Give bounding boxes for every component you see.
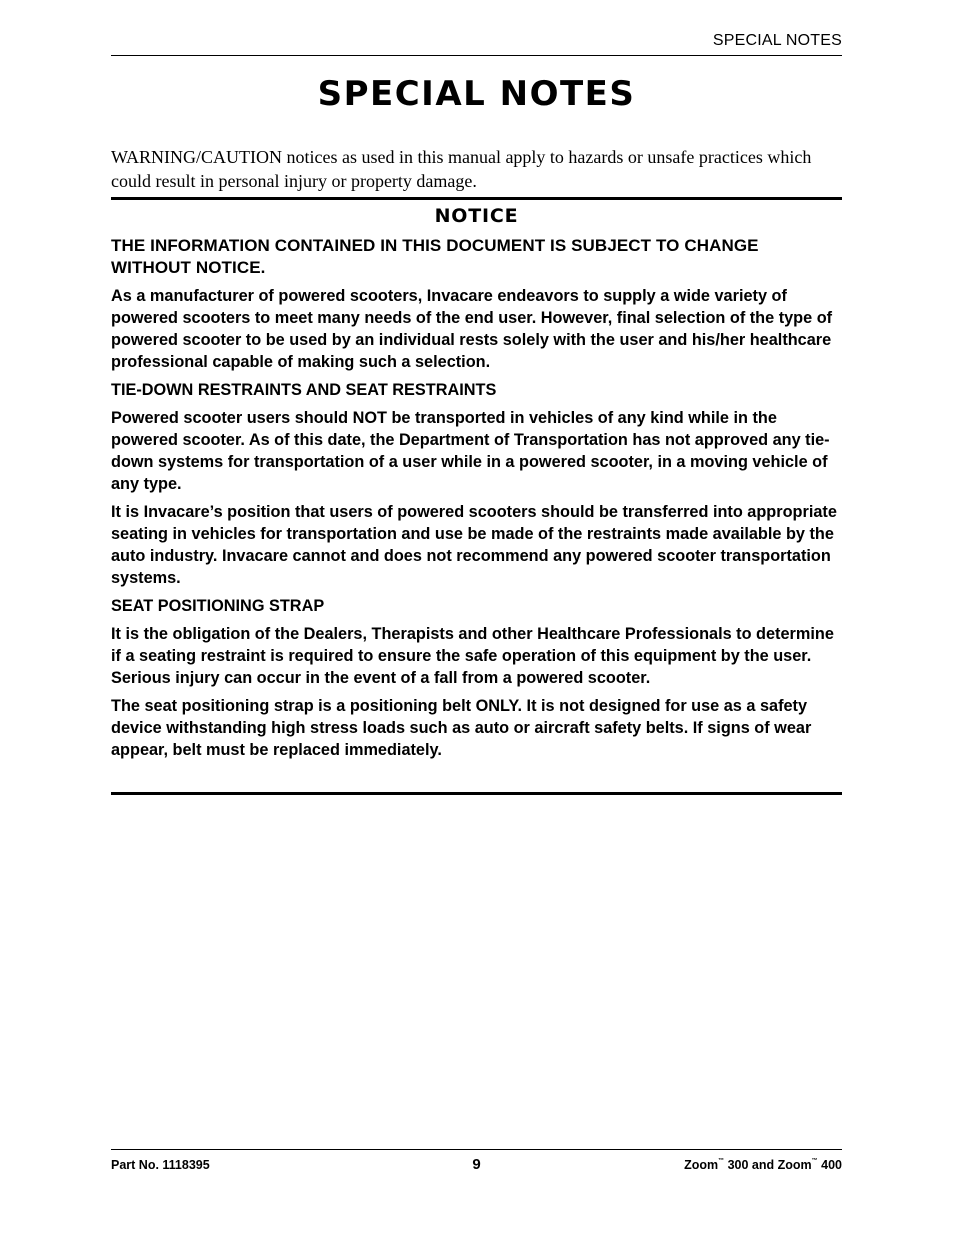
part-number: Part No. 1118395 bbox=[111, 1158, 210, 1172]
strap-heading: SEAT POSITIONING STRAP bbox=[111, 597, 325, 615]
tiedown-emphasis: NOT bbox=[352, 409, 387, 427]
model-end: 400 bbox=[817, 1158, 842, 1172]
tiedown-paragraph-2: It is Invacare’s position that users of powered scooters should be transferred into appropriate seating in vehicles for transportation and use be made of the restraints made available by the auto industry. Invacare cannot and does not recommend any powered scooter transportation systems. bbox=[111, 503, 837, 587]
notice-title: NOTICE bbox=[434, 205, 519, 227]
model-name bbox=[684, 1158, 842, 1172]
notice-block bbox=[111, 205, 842, 767]
strap-paragraph-2 bbox=[111, 695, 842, 761]
strap-text-a: The seat positioning strap is a positioning belt bbox=[111, 697, 476, 715]
tiedown-paragraph-1 bbox=[111, 407, 842, 495]
strap-emphasis: ONLY bbox=[475, 697, 518, 715]
model-a: Zoom bbox=[684, 1158, 719, 1172]
tiedown-text-a: Powered scooter users should bbox=[111, 409, 353, 427]
notice-top-rule bbox=[111, 197, 842, 200]
page-title: SPECIAL NOTES bbox=[317, 74, 636, 114]
trademark-mark-2: ™ bbox=[811, 1157, 818, 1164]
header-rule bbox=[111, 55, 842, 56]
page-number: 9 bbox=[472, 1156, 481, 1173]
manual-page bbox=[111, 0, 842, 1235]
notice-heading: THE INFORMATION CONTAINED IN THIS DOCUMENT IS SUBJECT TO CHANGE WITHOUT NOTICE. bbox=[111, 236, 759, 277]
notice-bottom-rule bbox=[111, 792, 842, 795]
running-header: SPECIAL NOTES bbox=[712, 32, 842, 49]
strap-text-b: . It is not designed for use as a safety device withstanding high stress loads such as auto or aircraft safety belts. If signs of wear appear, belt must be replaced immediately. bbox=[111, 697, 812, 759]
tiedown-heading: TIE-DOWN RESTRAINTS AND SEAT RESTRAINTS bbox=[111, 381, 497, 399]
model-mid: 300 and Zoom bbox=[724, 1158, 812, 1172]
intro-paragraph: WARNING/CAUTION notices as used in this manual apply to hazards or unsafe practices which could result in personal injury or property damage. bbox=[111, 147, 812, 191]
tiedown-text-b: be transported in vehicles of any kind while in the powered scooter. As of this date, the Department of Transportation has not approved any tie-down systems for transportation of a user while in a powered scooter, in a moving vehicle of any type. bbox=[111, 409, 830, 493]
manufacturer-paragraph: As a manufacturer of powered scooters, Invacare endeavors to supply a wide variety of powered scooters to meet many needs of the end user. However, final selection of the type of powered scooter to be used by an individual rests solely with the user and his/her healthcare professional capable of making such a selection. bbox=[111, 287, 833, 371]
footer-rule bbox=[111, 1149, 842, 1150]
trademark-mark-1: ™ bbox=[718, 1157, 725, 1164]
strap-paragraph-1: It is the obligation of the Dealers, Therapists and other Healthcare Professionals to determine if a seating restraint is required to ensure the safe operation of this equipment by the user. Serious injury can occur in the event of a fall from a powered scooter. bbox=[111, 625, 834, 687]
